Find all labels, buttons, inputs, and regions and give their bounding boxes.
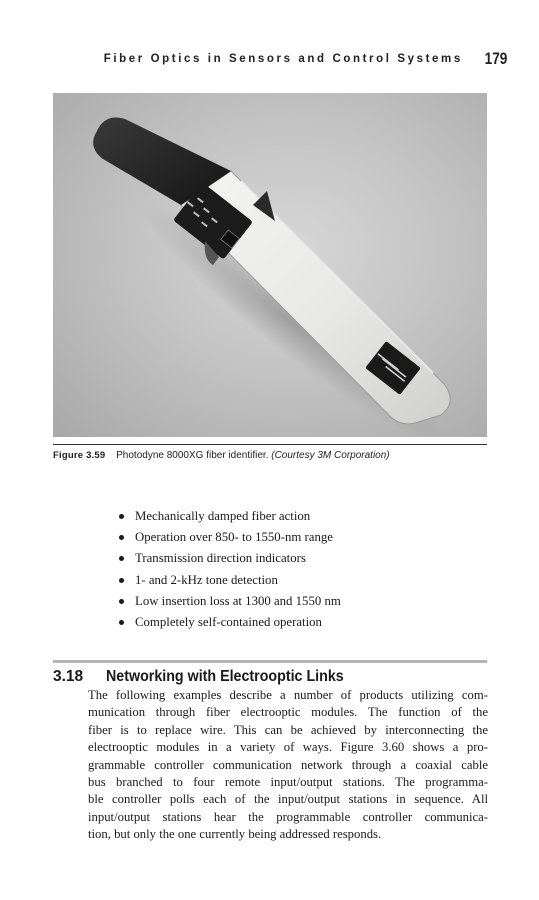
list-item: 1- and 2-kHz tone detection [118, 570, 341, 591]
figure-caption [53, 450, 487, 461]
list-item: Mechanically damped fiber action [118, 506, 341, 527]
section-rule [53, 660, 487, 663]
paragraph-line: grammable controller communication network through a coaxial cable [88, 757, 488, 772]
feature-list [118, 506, 341, 633]
figure-courtesy: (Courtesy 3M Corporation) [271, 450, 390, 461]
running-head [40, 49, 507, 69]
list-item: Transmission direction indicators [118, 548, 341, 569]
fiber-identifier-device-image [53, 93, 487, 437]
caption-rule [53, 444, 487, 445]
body-paragraph [88, 687, 488, 844]
paragraph-line: ble controller polls each of the input/output stations in sequence. All [88, 792, 488, 807]
paragraph-line: tion, but only the one currently being addressed responds. [88, 827, 382, 842]
paragraph-line: fiber is to replace wire. This can be achieved by interconnecting the [88, 722, 488, 737]
list-item: Completely self-contained operation [118, 612, 341, 633]
paragraph-line: The following examples describe a number of products utilizing com- [88, 688, 488, 702]
section-heading [53, 668, 364, 686]
list-item: Low insertion loss at 1300 and 1550 nm [118, 591, 341, 612]
figure-label: Figure 3.59 [53, 450, 106, 461]
section-number: 3.18 [53, 668, 84, 685]
paragraph-line: munication through fiber electrooptic modules. The function of the [88, 705, 488, 720]
figure-photo [53, 93, 487, 437]
figure-caption-text: Photodyne 8000XG fiber identifier. [116, 450, 269, 461]
running-head-title: Fiber Optics in Sensors and Control Systems [103, 53, 463, 65]
section-title: Networking with Electrooptic Links [106, 668, 344, 685]
page-number: 179 [484, 49, 507, 68]
paragraph-line: bus branched to four remote input/output stations. The programma- [88, 774, 488, 789]
list-item: Operation over 850- to 1550-nm range [118, 527, 341, 548]
paragraph-line: electrooptic modules in a variety of ways. Figure 3.60 shows a pro- [88, 740, 488, 755]
paragraph-line: input/output stations hear the programmable controller communica- [88, 809, 488, 824]
